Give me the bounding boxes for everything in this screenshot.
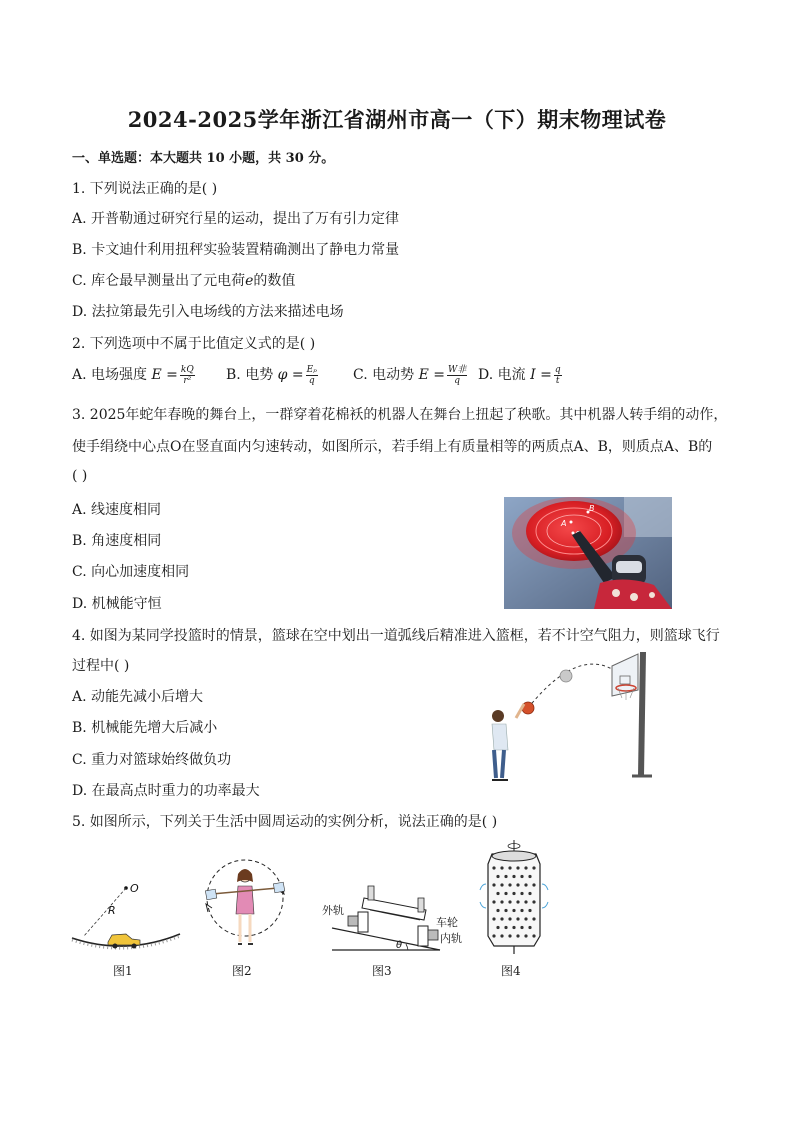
q2-a-label: A. 电场强度	[72, 367, 148, 383]
drum-hole	[508, 883, 511, 886]
q5-figure-3-banked-track	[318, 876, 468, 958]
drum-hole	[496, 892, 499, 895]
q1-option-c-post: 的数值	[253, 273, 296, 289]
drum-hole	[508, 900, 511, 903]
q5-fig3-label-theta: θ	[396, 940, 403, 951]
drum-hole	[520, 875, 523, 878]
q2-c-fraction	[447, 365, 467, 386]
drum-hole	[496, 926, 499, 929]
q5-figure-2-vertical-circle	[198, 846, 292, 956]
drum-hole	[524, 883, 527, 886]
drum-hole	[492, 866, 495, 869]
q5-stem: 5. 如图所示，下列关于生活中圆周运动的实例分析，说法正确的是( )	[72, 814, 498, 830]
q3-robot-handkerchief-figure	[504, 497, 672, 609]
q2-d-fraction	[554, 365, 562, 386]
drum-hole	[500, 866, 503, 869]
q5-figure-1-car-on-curve	[68, 872, 184, 958]
q4-stem-line1: 4. 如图为某同学投篮时的情景，篮球在空中划出一道弧线后精准进入篮框，若不计空气阻力，则篮球飞行	[72, 628, 720, 644]
q2-option-a	[72, 364, 197, 386]
q1-option-a: A. 开普勒通过研究行星的运动，提出了万有引力定律	[72, 211, 400, 227]
q2-c-label: C. 电动势	[353, 367, 415, 383]
q2-a-num: kQ	[180, 364, 194, 375]
q5-fig1-caption: 图1	[113, 964, 133, 978]
q2-b-den: q	[308, 375, 315, 386]
q4-basketball-figure	[486, 646, 660, 788]
drum-hole	[524, 866, 527, 869]
q5-fig1-label-o: O	[130, 882, 139, 895]
drum-hole	[532, 883, 535, 886]
q5-fig4-caption: 图4	[501, 964, 521, 978]
q5-fig3-label-inner: 内轨	[440, 932, 462, 945]
q2-a-den: r²	[183, 375, 192, 386]
q2-d-label: D. 电流	[478, 367, 526, 383]
q2-d-den: t	[555, 375, 560, 386]
q1-option-c	[72, 270, 295, 290]
drum-hole	[504, 875, 507, 878]
drum-hole	[516, 934, 519, 937]
drum-hole	[532, 934, 535, 937]
drum-hole	[516, 866, 519, 869]
q4-option-a: A. 动能先减小后增大	[72, 689, 204, 705]
drum-hole	[492, 917, 495, 920]
q1-stem: 1. 下列说法正确的是( )	[72, 181, 218, 197]
q4-option-b: B. 机械能先增大后减小	[72, 720, 218, 736]
q5-fig1-label-r: R	[108, 904, 116, 917]
drum-hole	[532, 900, 535, 903]
q2-a-lhs: E =	[151, 367, 178, 383]
drum-hole	[528, 892, 531, 895]
q2-d-num: q	[554, 364, 561, 375]
q3-option-c: C. 向心加速度相同	[72, 564, 190, 580]
drum-hole	[492, 934, 495, 937]
drum-hole	[508, 917, 511, 920]
drum-hole	[496, 909, 499, 912]
drum-hole	[532, 917, 535, 920]
drum-hole	[504, 926, 507, 929]
q5-fig2-caption: 图2	[232, 964, 252, 978]
drum-hole	[532, 866, 535, 869]
q1-option-d: D. 法拉第最先引入电场线的方法来描述电场	[72, 304, 344, 320]
q5-fig3-caption: 图3	[372, 964, 392, 978]
q5-figure-4-spin-drum	[478, 838, 550, 956]
drum-hole	[508, 934, 511, 937]
drum-hole	[520, 892, 523, 895]
drum-hole	[524, 900, 527, 903]
q3-option-b: B. 角速度相同	[72, 533, 162, 549]
q2-b-fraction	[306, 365, 318, 386]
q1-option-b: B. 卡文迪什利用扭秤实验装置精确测出了静电力常量	[72, 242, 400, 258]
drum-hole	[492, 883, 495, 886]
drum-hole	[500, 883, 503, 886]
q2-c-lhs: E =	[418, 367, 445, 383]
q2-option-b	[226, 364, 320, 386]
drum-hole	[496, 875, 499, 878]
q3-option-d: D. 机械能守恒	[72, 596, 162, 612]
drum-hole	[500, 917, 503, 920]
drum-hole	[512, 875, 515, 878]
section-heading: 一、单选题：本大题共 10 小题，共 30 分。	[72, 151, 335, 166]
q3-stem-line2: 使手绢绕中心点O在竖直面内匀速转动，如图所示，若手绢上有质量相等的两质点A、B，则质点A、B的	[72, 439, 713, 455]
q2-c-den: q	[454, 375, 460, 386]
drum-hole	[512, 926, 515, 929]
q4-option-c: C. 重力对篮球始终做负功	[72, 752, 232, 768]
q2-option-c	[353, 364, 469, 386]
drum-hole	[508, 866, 511, 869]
drum-hole	[524, 934, 527, 937]
q2-b-num: Eₚ	[306, 364, 317, 375]
drum-hole	[500, 900, 503, 903]
q1-option-c-pre: C. 库仑最早测量出了元电荷	[72, 273, 246, 289]
q2-c-num: W非	[447, 364, 467, 375]
q3-option-a: A. 线速度相同	[72, 502, 162, 518]
paper-title: 2024-2025学年浙江省湖州市高一（下）期末物理试卷	[127, 107, 667, 132]
q2-d-lhs: I =	[530, 367, 552, 383]
drum-hole	[524, 917, 527, 920]
drum-hole	[520, 909, 523, 912]
q5-fig3-label-wheel: 车轮	[436, 916, 458, 929]
q4-stem-line2: 过程中( )	[72, 658, 130, 674]
q3-fig-label-a: A	[561, 519, 567, 528]
drum-hole	[504, 909, 507, 912]
drum-hole	[516, 917, 519, 920]
drum-hole	[528, 909, 531, 912]
drum-hole	[528, 926, 531, 929]
drum-hole	[512, 909, 515, 912]
q2-option-d	[478, 364, 564, 386]
q3-stem-line3: ( )	[72, 468, 88, 484]
q2-a-fraction	[180, 365, 195, 386]
q4-option-d: D. 在最高点时重力的功率最大	[72, 783, 260, 799]
q3-stem-line1: 3. 2025年蛇年春晚的舞台上，一群穿着花棉袄的机器人在舞台上扭起了秧歌。其中机器人转手绢的动作，	[72, 407, 728, 423]
q2-b-lhs: φ =	[277, 367, 304, 383]
q2-b-label: B. 电势	[226, 367, 274, 383]
q3-fig-label-b: B	[589, 504, 595, 513]
q2-stem: 2. 下列选项中不属于比值定义式的是( )	[72, 336, 316, 352]
q5-fig3-label-outer: 外轨	[322, 904, 344, 917]
drum-hole	[512, 892, 515, 895]
q1-option-c-var: e	[245, 273, 254, 289]
drum-hole	[516, 900, 519, 903]
drum-hole	[492, 900, 495, 903]
drum-hole	[520, 926, 523, 929]
drum-hole	[504, 892, 507, 895]
drum-hole	[528, 875, 531, 878]
drum-hole	[516, 883, 519, 886]
drum-hole	[500, 934, 503, 937]
